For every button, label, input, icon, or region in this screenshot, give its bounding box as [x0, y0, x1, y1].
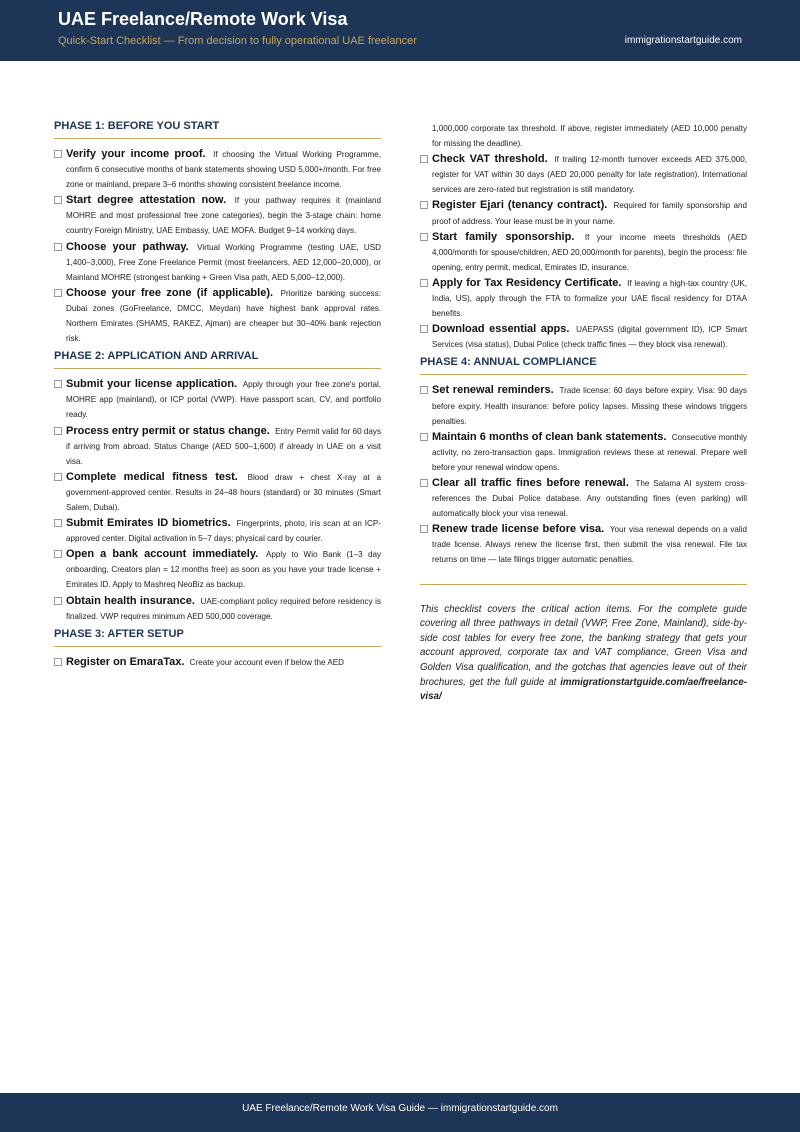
item-title: Clear all traffic fines before renewal. — [432, 476, 629, 489]
item-title: Submit your license application. — [66, 378, 238, 391]
item-title: Start family sponsorship. — [432, 230, 575, 243]
right-column — [420, 121, 747, 705]
item-desc: Entry Permit valid for 60 days if arriving from abroad. Status Change (AED 500–1,600) if already in UAE on a visit visa. — [66, 426, 381, 466]
checklist-item-bank-account — [54, 547, 381, 592]
checkbox[interactable] — [420, 479, 428, 487]
checklist-item-emaratax — [54, 655, 381, 670]
checklist-item-traffic-fines — [420, 476, 747, 521]
checkbox[interactable] — [54, 427, 62, 435]
item-title: Complete medical fitness test. — [66, 470, 238, 483]
item-desc: UAE-compliant policy required before residency is finalized. VWP requires minimum AED 500,000 coverage. — [66, 596, 382, 621]
checklist-item-entry-permit — [54, 424, 381, 469]
emaratax-continuation: 1,000,000 corporate tax threshold. If above, register immediately (AED 10,000 penalty for missing the deadline). — [432, 124, 747, 149]
checkbox[interactable] — [54, 658, 62, 666]
checkbox[interactable] — [420, 233, 428, 241]
page-header — [0, 0, 800, 61]
item-desc: If choosing the Virtual Working Programme, confirm 6 consecutive months of bank statements showing USD 5,000+/month. For free zone or mainland, prepare 3–6 months showing consistent freelance income. — [66, 150, 382, 190]
item-desc: Prioritize banking success: Dubai zones (GoFreelance, DMCC, Meydan) have highest bank approval rates. Northern Emirates (SHAMS, RAKEZ, Ajman) are cheaper but 30–40% bank rejection risk. — [66, 288, 381, 344]
closing-note — [420, 603, 747, 705]
checklist-item-emirates-id — [54, 516, 381, 546]
item-desc: If your income meets thresholds (AED 4,000/month for spouse/children, AED 20,000/month for parents), begin the process: file opening, entry permit, medical, Emirates ID, insurance. — [432, 232, 748, 272]
item-desc: Blood draw + chest X-ray at a government-approved center. Results in 24–48 hours (standard) or 30 minutes (Smart Salem, Dubai). — [66, 472, 382, 512]
phase2-heading: PHASE 2: APPLICATION AND ARRIVAL — [54, 350, 381, 369]
guide-link[interactable]: immigrationstartguide.com/ae/freelance-visa/ — [420, 676, 747, 703]
checkbox[interactable] — [420, 386, 428, 394]
checkbox[interactable] — [420, 525, 428, 533]
item-title: Process entry permit or status change. — [66, 424, 270, 437]
checklist-item-essential-apps — [420, 322, 747, 352]
item-title: Choose your free zone (if applicable). — [66, 286, 274, 299]
item-title: Register on EmaraTax. — [66, 655, 185, 668]
checklist-item-choose-free-zone — [54, 286, 381, 346]
checklist-item-family-sponsorship — [420, 230, 747, 275]
item-desc: Your visa renewal depends on a valid trade license. Always renew the license first, then submit the visa renewal. File tax returns on time — late filings trigger automatic penalties. — [432, 525, 748, 565]
footer-text: UAE Freelance/Remote Work Visa Guide — immigrationstartguide.com — [242, 1103, 558, 1114]
checkbox[interactable] — [54, 243, 62, 251]
checkbox[interactable] — [420, 155, 428, 163]
page-title: UAE Freelance/Remote Work Visa — [58, 9, 348, 29]
checkbox[interactable] — [420, 201, 428, 209]
checkbox[interactable] — [420, 279, 428, 287]
item-desc: Apply to Wio Bank (1–3 day onboarding, Creators plan = 12 months free) as soon as you have your trade license + Emirates ID. Apply to Mashreq NeoBiz as backup. — [66, 550, 381, 590]
item-desc: Trade license: 60 days before expiry. Visa: 90 days before expiry. Health insurance: before policy lapses. Missing these windows triggers penalties. — [432, 386, 747, 426]
left-column — [54, 120, 381, 671]
checklist-item-bank-statements — [420, 430, 747, 475]
item-desc: Fingerprints, photo, iris scan at an ICP-approved center. Digital activation in 5–7 days; physical card by courier. — [66, 519, 381, 544]
checklist-item-submit-license — [54, 377, 381, 422]
item-desc: Consecutive monthly activity, no zero-transaction gaps. Immigration reviews these at renewal. Prepare well before your renewal window opens. — [432, 432, 747, 472]
divider — [420, 584, 747, 585]
item-title: Renew trade license before visa. — [432, 523, 605, 536]
page-footer — [0, 1093, 800, 1132]
checkbox[interactable] — [54, 597, 62, 605]
checkbox[interactable] — [420, 433, 428, 441]
item-desc: If trailing 12-month turnover exceeds AED 375,000, register for VAT within 30 days (AED 20,000 penalty for late registration). International services are zero-rated but registration is still mandatory. — [432, 155, 747, 195]
item-desc: If leaving a high-tax country (UK, India, US), apply through the FTA to formalize your UAE fiscal residency for DTAA benefits. — [432, 278, 748, 319]
header-site-link[interactable]: immigrationstartguide.com — [624, 35, 742, 46]
checklist-item-tax-residency — [420, 276, 747, 321]
item-title: Check VAT threshold. — [432, 153, 548, 166]
item-title: Start degree attestation now. — [66, 194, 227, 207]
item-title: Register Ejari (tenancy contract). — [432, 199, 608, 212]
item-desc: Create your account even if below the AED — [189, 657, 344, 667]
item-desc: If your pathway requires it (mainland MOHRE and most professional free zone categories), begin the 3-stage chain: home country Foreign Ministry, UAE Embassy, UAE MOFA. Budget 9–14 working days. — [66, 196, 382, 236]
checklist-item-choose-pathway — [54, 240, 381, 285]
item-title: Set renewal reminders. — [432, 384, 554, 397]
item-desc: UAEPASS (digital government ID), ICP Smart Services (visa status), Dubai Police (check traffic fines — they block visa renewal). — [432, 325, 747, 350]
item-title: Obtain health insurance. — [66, 594, 195, 607]
checklist-item-health-insurance — [54, 594, 381, 624]
item-title: Download essential apps. — [432, 323, 570, 336]
checkbox[interactable] — [420, 325, 428, 333]
item-title: Submit Emirates ID biometrics. — [66, 517, 231, 530]
checklist-item-degree-attestation — [54, 193, 381, 238]
checklist-item-ejari — [420, 198, 747, 228]
checklist-item-renewal-reminders — [420, 383, 747, 428]
checkbox[interactable] — [54, 519, 62, 527]
checkbox[interactable] — [54, 473, 62, 481]
checkbox[interactable] — [54, 380, 62, 388]
checklist-item-renew-trade-license — [420, 522, 747, 567]
item-title: Open a bank account immediately. — [66, 548, 259, 561]
note-text: This checklist covers the critical action items. For the complete guide covering all three pathways in detail (VWP, Free Zone, Mainland), side-by-side cost tables for every free zone, the banking strategy that gets your account approved, corporate tax and VAT compliance, Green Visa and Golden Visa qualification, and the gotchas that agencies leave out of their brochures, get the full guide at — [420, 603, 747, 688]
item-title: Choose your pathway. — [66, 240, 189, 253]
item-desc: Virtual Working Programme (testing UAE, USD 1,400–3,000), Free Zone Freelance Permit (most freelancers, AED 12,000–20,000), or Mainland MOHRE (strongest banking + Green Visa path, AED 5,000–12,000). — [66, 242, 381, 282]
phase1-heading: PHASE 1: BEFORE YOU START — [54, 120, 381, 139]
item-title: Verify your income proof. — [66, 148, 206, 160]
phase4-heading: PHASE 4: ANNUAL COMPLIANCE — [420, 356, 747, 375]
checklist-item-medical-test — [54, 470, 381, 515]
item-desc: Required for family sponsorship and proof of address. Your lease must be in your name. — [432, 201, 748, 226]
checkbox[interactable] — [54, 196, 62, 204]
item-desc: Apply through your free zone's portal, MOHRE app (mainland), or ICP portal (VWP). Have passport scan, CV, and portfolio ready. — [66, 380, 381, 420]
checkbox[interactable] — [54, 550, 62, 558]
checkbox[interactable] — [54, 150, 62, 158]
checklist-item-verify-income — [54, 147, 381, 192]
item-title: Apply for Tax Residency Certificate. — [432, 276, 622, 289]
page-subtitle: Quick-Start Checklist — From decision to fully operational UAE freelancer — [58, 35, 417, 47]
phase3-heading: PHASE 3: AFTER SETUP — [54, 628, 381, 647]
item-desc: The Salama AI system cross-references the Dubai Police database. Any outstanding fines (even parking) will automatically block your visa renewal. — [432, 478, 747, 519]
checkbox[interactable] — [54, 289, 62, 297]
item-title: Maintain 6 months of clean bank statements. — [432, 430, 667, 443]
checklist-item-vat-threshold — [420, 152, 747, 197]
